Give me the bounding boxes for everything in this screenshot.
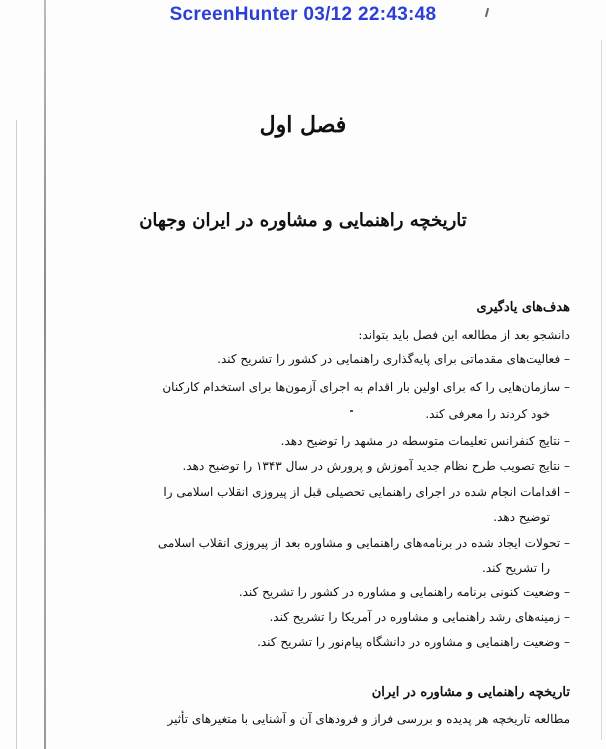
- objective-item: – اقدامات انجام شده در اجرای راهنمایی تحصیلی قبل از پیروزی انقلاب اسلامی را: [163, 485, 570, 499]
- objective-item: – نتایج تصویب طرح نظام جدید آموزش و پرورش در سال ۱۳۴۳ را توضیح دهد.: [182, 459, 570, 473]
- objective-item-continuation: را تشریح کند.: [482, 561, 550, 575]
- objective-item: – سازمان‌هایی را که برای اولین بار اقدام به اجرای آزمون‌ها برای استخدام کارکنان: [162, 380, 570, 394]
- objectives-heading: هدف‌های یادگیری: [476, 300, 570, 315]
- page-edge-right: [601, 40, 602, 740]
- objective-item: – نتایج کنفرانس تعلیمات متوسطه در مشهد را توضیح دهد.: [280, 434, 570, 448]
- objective-item: – وضعیت راهنمایی و مشاوره در دانشگاه پیام‌نور را تشریح کند.: [257, 635, 570, 649]
- objective-item: – فعالیت‌های مقدماتی برای پایه‌گذاری راهنمایی در کشور را تشریح کند.: [217, 352, 570, 366]
- history-heading: تاریخچه راهنمایی و مشاوره در ایران: [371, 685, 570, 700]
- objective-item: – وضعیت کنونی برنامه راهنمایی و مشاوره در کشور را تشریح کند.: [238, 585, 570, 599]
- screenhunter-watermark: ScreenHunter 03/12 22:43:48: [169, 4, 437, 25]
- chapter-label: فصل اول: [259, 112, 347, 138]
- objective-item-continuation: توضیح دهد.: [493, 510, 550, 524]
- objective-item-continuation: خود کردند را معرفی کند.: [425, 407, 550, 421]
- objectives-intro: دانشجو بعد از مطالعه این فصل باید بتواند:: [358, 328, 570, 342]
- history-paragraph-line: مطالعه تاریخچه هر پدیده و بررسی فراز و فرودهای آن و آشنایی با متغیرهای تأثیر: [167, 712, 570, 726]
- chapter-title: تاریخچه راهنمایی و مشاوره در ایران وجهان: [139, 210, 467, 231]
- objective-item: – زمینه‌های رشد راهنمایی و مشاوره در آمریکا را تشریح کند.: [269, 610, 570, 624]
- objective-item: – تحولات ایجاد شده در برنامه‌های راهنمایی و مشاوره بعد از پیروزی انقلاب اسلامی: [157, 536, 570, 550]
- scan-speck: [350, 410, 353, 412]
